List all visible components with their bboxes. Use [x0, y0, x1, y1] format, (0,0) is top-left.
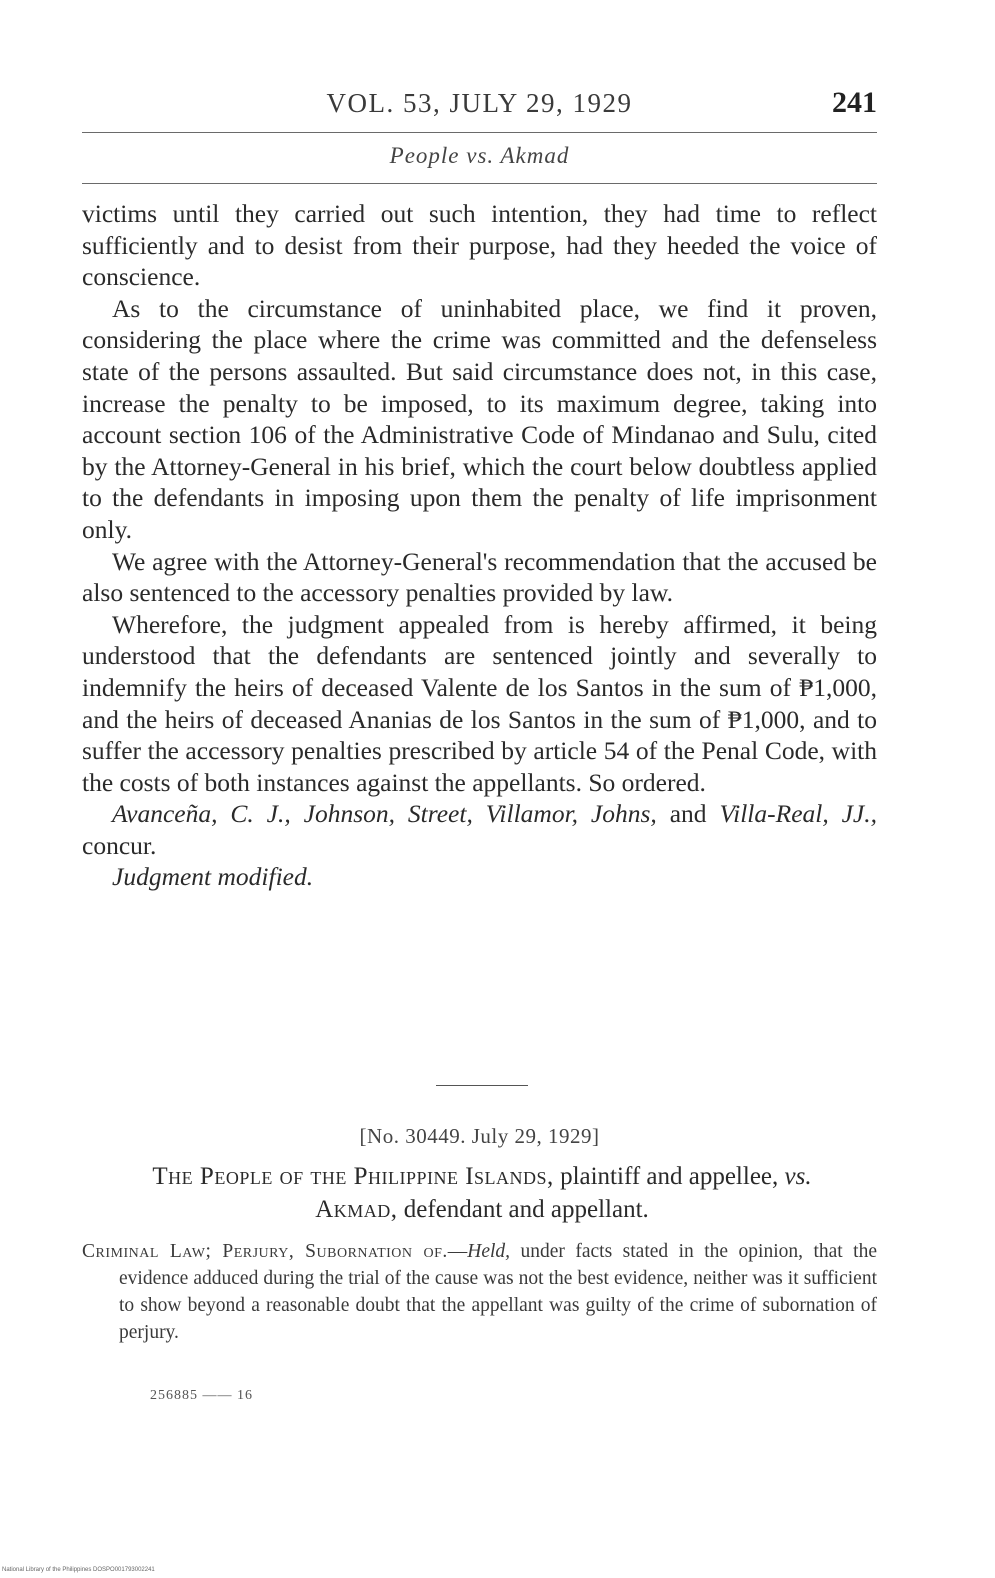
concur-and: and [656, 799, 720, 829]
paragraph: We agree with the Attorney-General's recommendation that the accused be also sentenced to the accessory penalties provided by law. [82, 546, 877, 608]
title-text-2: defendant and appellant. [397, 1196, 649, 1223]
concurring-justices-2: Villa-Real, JJ., [719, 799, 878, 829]
opinion-body [82, 198, 877, 893]
case-number: [No. 30449. July 29, 1929] [359, 1124, 600, 1148]
page-header [82, 88, 877, 128]
print-code: 256885 —— 16 [150, 1388, 253, 1403]
concurrence [82, 798, 877, 861]
plaintiff-name: The People of the Philippine Islands, [152, 1163, 554, 1190]
footer-stamp: National Library of the Philippines DOSPO001793002241 [2, 1567, 155, 1573]
syllabus [82, 1238, 877, 1346]
defendant-name: Akmad, [315, 1196, 398, 1223]
judgment-line [82, 861, 877, 893]
syllabus-held: Held, [467, 1241, 511, 1262]
concurring-justices: Avanceña, C. J., Johnson, Street, Villamor, Johns, [112, 799, 657, 829]
title-vs: vs. [784, 1163, 812, 1190]
running-title: People vs. Akmad [389, 143, 570, 168]
syllabus-text: under facts stated in the opinion, that the evidence adduced during the trial of the cause was not the best evidence, neither was it sufficient to show beyond a reasonable doubt that the appellant was guilty of the crime of subornation of perjury. [119, 1241, 877, 1343]
paragraph: Wherefore, the judgment appealed from is hereby affirmed, it being understood that the defendants are sentenced jointly and severally to indemnify the heirs of deceased Valente de los Santos in the sum of ₱1,000, and the heirs of deceased Ananias de los Santos in the sum of ₱1,000, and to suffer the accessory penalties prescribed by article 54 of the Penal Code, with the costs of both instances against the appellants. So ordered. [82, 609, 877, 797]
syllabus-dash: — [447, 1241, 468, 1262]
page-number: 241 [832, 86, 877, 119]
syllabus-heading: Criminal Law; Perjury, Subornation of. [82, 1241, 448, 1262]
header-rule [82, 132, 877, 133]
paragraph: victims until they carried out such intention, they had time to reflect sufficiently and to desist from their purpose, had they heeded the voice of conscience. [82, 199, 877, 292]
concur-tail: concur. [82, 830, 157, 860]
judgment: Judgment modified. [112, 862, 314, 892]
volume-date: VOL. 53, JULY 29, 1929 [326, 88, 633, 118]
header-rule-lower [82, 183, 877, 184]
title-text: plaintiff and appellee, [553, 1163, 785, 1190]
case-title [112, 1160, 852, 1226]
paragraph: As to the circumstance of uninhabited place, we find it proven, considering the place where the crime was committed and the defenseless state of the persons assaulted. But said circumstance does not, in this case, increase the penalty to be imposed, to its maximum degree, taking into account section 106 of the Administrative Code of Mindanao and Sulu, cited by the Attorney-General in his brief, which the court below doubtless applied to the defendants in imposing upon them the penalty of life imprisonment only. [82, 293, 877, 544]
case-separator [436, 1085, 528, 1086]
